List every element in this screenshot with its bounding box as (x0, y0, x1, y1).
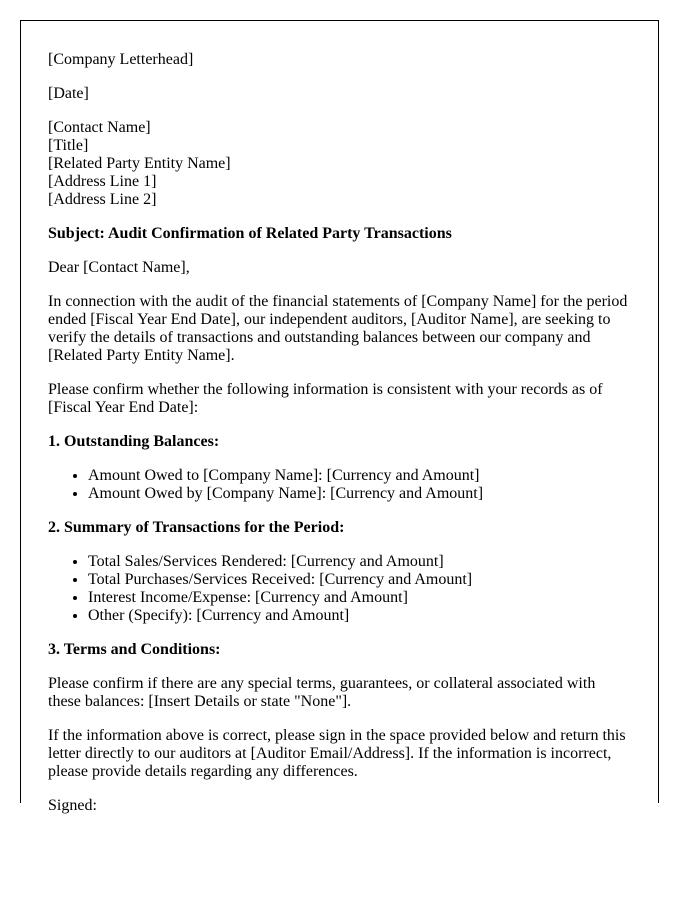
date-line: [Date] (48, 85, 89, 102)
recipient-address-line-1: [Address Line 1] (48, 173, 157, 190)
list-item: • Other (Specify): [Currency and Amount] (88, 607, 630, 625)
list-item: • Interest Income/Expense: [Currency and Amount] (88, 589, 630, 607)
subject-line: Subject: Audit Confirmation of Related Party Transactions (48, 225, 452, 242)
list-item: • Total Purchases/Services Received: [Currency and Amount] (88, 571, 630, 589)
letterhead: [Company Letterhead] (48, 51, 194, 68)
list-item: • Amount Owed to [Company Name]: [Currency and Amount] (88, 467, 630, 485)
letter-page (20, 20, 659, 814)
section-1-list (48, 467, 630, 503)
section-2-list (48, 553, 630, 625)
recipient-block (48, 119, 630, 209)
list-item: • Amount Owed by [Company Name]: [Currency and Amount] (88, 485, 630, 503)
confirm-request-paragraph: Please confirm whether the following information is consistent with your records as of [Fiscal Year End Date]: (48, 381, 603, 416)
recipient-entity-name: [Related Party Entity Name] (48, 155, 231, 172)
terms-paragraph: Please confirm if there are any special terms, guarantees, or collateral associated with these balances: [Insert Details or state "None"]. (48, 675, 596, 710)
closing-line: Signed: (48, 797, 97, 814)
recipient-title: [Title] (48, 137, 89, 154)
recipient-address-line-2: [Address Line 2] (48, 191, 157, 208)
list-item: • Total Sales/Services Rendered: [Currency and Amount] (88, 553, 630, 571)
section-3-heading: 3. Terms and Conditions: (48, 641, 221, 658)
intro-paragraph: In connection with the audit of the financial statements of [Company Name] for the period ended [Fiscal Year End Date], our independent auditors, [Auditor Name], are seeking to verify the details of transactions and outstanding balances between our company and [Related Party Entity Name]. (48, 293, 628, 364)
instructions-paragraph: If the information above is correct, please sign in the space provided below and return this letter directly to our auditors at [Auditor Email/Address]. If the information is incorrect, please provide details regarding any differences. (48, 727, 626, 780)
recipient-contact-name: [Contact Name] (48, 119, 151, 136)
salutation: Dear [Contact Name], (48, 259, 190, 276)
section-1-heading: 1. Outstanding Balances: (48, 433, 220, 450)
section-2-heading: 2. Summary of Transactions for the Period: (48, 519, 345, 536)
